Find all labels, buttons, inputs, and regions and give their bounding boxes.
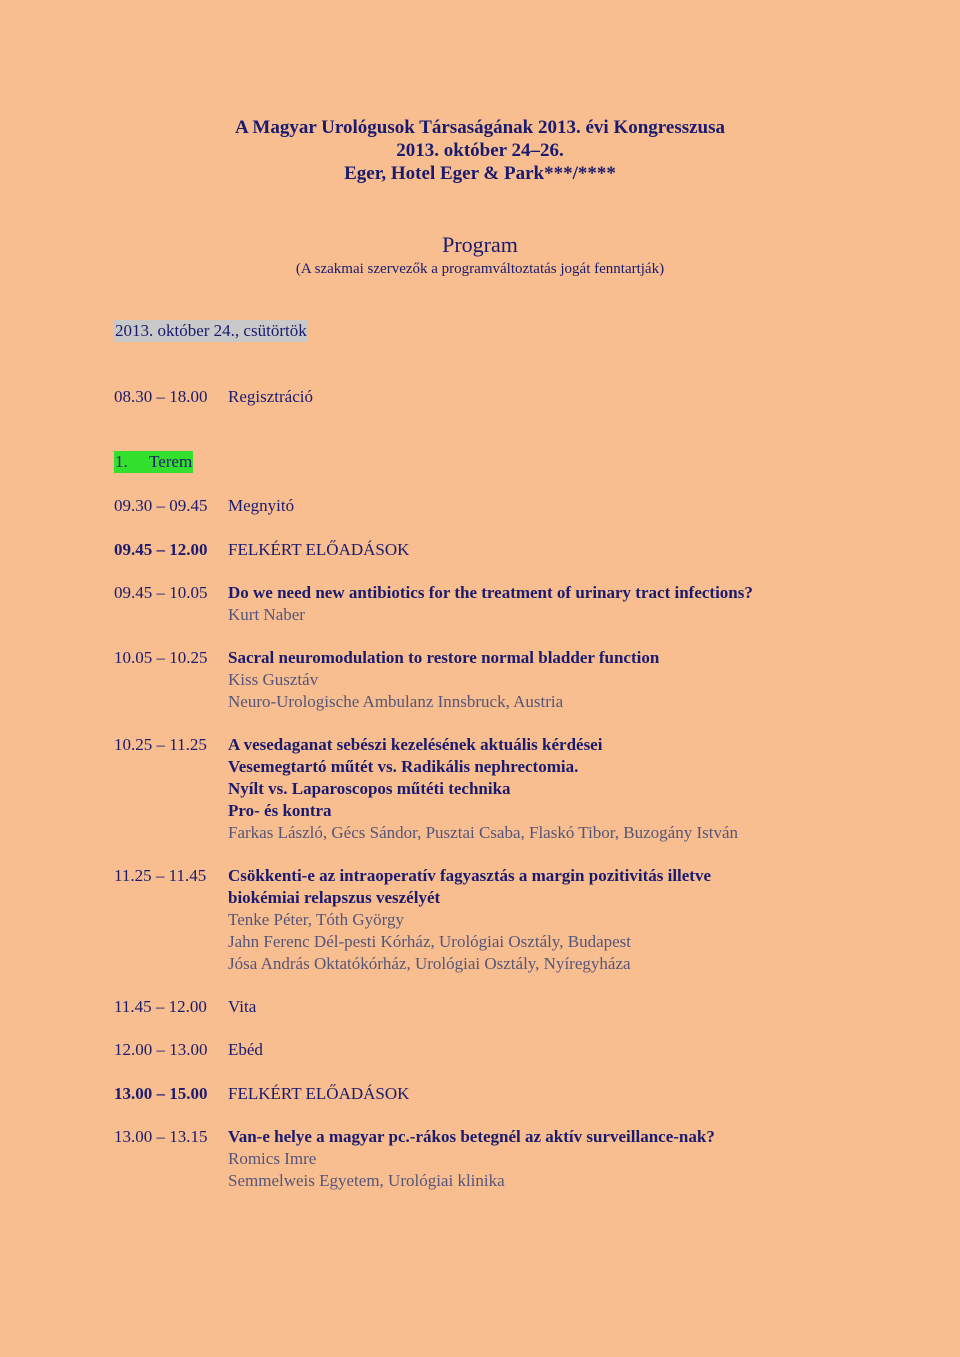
session-time: 10.05 – 10.25	[114, 648, 208, 667]
session-affiliation: Neuro-Urologische Ambulanz Innsbruck, Austria	[228, 692, 564, 711]
session-title: Vesemegtartó műtét vs. Radikális nephrectomia.	[228, 757, 579, 776]
session-affiliation: Jósa András Oktatókórház, Urológiai Osztály, Nyíregyháza	[228, 954, 631, 973]
room-number: 1.	[115, 452, 128, 471]
session-title: Csökkenti-e az intraoperatív fagyasztás a margin pozitivitás illetve	[228, 866, 712, 885]
session-title: Van-e helye a magyar pc.-rákos betegnél az aktív surveillance-nak?	[228, 1127, 715, 1146]
session-time: 09.30 – 09.45	[114, 496, 208, 515]
session-heading: FELKÉRT ELŐADÁSOK	[228, 540, 410, 559]
document-header	[0, 116, 960, 185]
room-name: Terem	[149, 452, 193, 471]
session-title: biokémiai relapszus veszélyét	[228, 888, 441, 907]
day-label: 2013. október 24., csütörtök	[115, 321, 307, 340]
session-time: 13.00 – 15.00	[114, 1084, 208, 1103]
session-title: Megnyitó	[228, 496, 295, 515]
session-heading: FELKÉRT ELŐADÁSOK	[228, 1084, 410, 1103]
session-time: 13.00 – 13.15	[114, 1127, 208, 1146]
program-note: (A szakmai szervezők a programváltoztatás jogát fenntartják)	[295, 261, 665, 277]
congress-venue: Eger, Hotel Eger & Park***/****	[344, 163, 616, 184]
session-affiliation: Semmelweis Egyetem, Urológiai klinika	[228, 1171, 505, 1190]
session-time: 09.45 – 10.05	[114, 583, 208, 602]
session-time: 08.30 – 18.00	[114, 387, 208, 406]
session-time: 11.25 – 11.45	[114, 866, 207, 885]
session-affiliation: Jahn Ferenc Dél-pesti Kórház, Urológiai Osztály, Budapest	[228, 932, 632, 951]
session-author: Kurt Naber	[228, 605, 305, 624]
program-title: Program	[442, 232, 518, 257]
session-title: Sacral neuromodulation to restore normal bladder function	[228, 648, 660, 667]
congress-dates: 2013. október 24–26.	[396, 140, 564, 161]
session-author: Tenke Péter, Tóth György	[228, 910, 404, 929]
session-time: 11.45 – 12.00	[114, 997, 207, 1016]
session-title: Do we need new antibiotics for the treatment of urinary tract infections?	[228, 583, 753, 602]
session-title: A vesedaganat sebészi kezelésének aktuális kérdései	[228, 735, 603, 754]
session-author: Kiss Gusztáv	[228, 670, 319, 689]
room-label	[114, 451, 193, 473]
session-time: 12.00 – 13.00	[114, 1040, 208, 1059]
session-title: Nyílt vs. Laparoscopos műtéti technika	[228, 779, 511, 798]
congress-title: A Magyar Urológusok Társaságának 2013. évi Kongresszusa	[234, 117, 725, 138]
session-time: 09.45 – 12.00	[114, 540, 208, 559]
session-author: Romics Imre	[228, 1149, 317, 1168]
session-title: Regisztráció	[228, 387, 313, 406]
session-title: Ebéd	[228, 1040, 263, 1059]
session-time: 10.25 – 11.25	[114, 735, 207, 754]
session-title: Pro- és kontra	[228, 801, 332, 820]
session-title: Vita	[228, 997, 257, 1016]
session-author: Farkas László, Gécs Sándor, Pusztai Csaba, Flaskó Tibor, Buzogány István	[228, 823, 738, 842]
